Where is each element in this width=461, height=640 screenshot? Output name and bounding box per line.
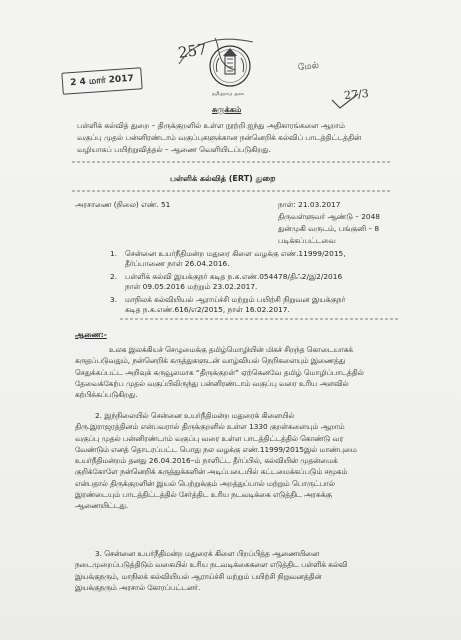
- reference-line: கடித ந.க.எண்.616/எ2/2015, நாள் 16.02.2017.: [125, 305, 290, 314]
- paragraph-line: கருதப்படுவதும், நன்னெறிக் கருத்துகளுடன் வாழ்வியல் நெறிகளையும் இணைத்து: [75, 356, 346, 366]
- reference-line: தீர்ப்பாணை நாள் 26.04.2016.: [125, 259, 230, 268]
- reference-line: மாநிலக் கல்வியியல் ஆராய்ச்சி மற்றும் பயிற்சி நிறுவன இயக்குநர்: [125, 295, 346, 304]
- paragraph-line: உயர்நீதிமன்றம் தனது 26.04.2016–ம் நாளிட்ட தீர்ப்பில், கல்வியின் முதன்மைக்: [75, 456, 338, 466]
- paragraph-line: இரண்டையும் பாடத்திட்டத்தில் சேர்த்திட உரிய நடவடிக்கை எடுத்திட அரசுக்கு: [75, 490, 332, 500]
- handwritten-ref: 27/3: [343, 86, 370, 103]
- reference-line: சென்னை உயர்நீதிமன்ற மதுரை கிளை வழக்கு எண்.11999/2015,: [125, 249, 346, 258]
- handwritten-initials: மேல்: [297, 60, 320, 74]
- handwritten-number: 257: [176, 40, 208, 62]
- paragraph-line: வகுப்பு முதல் பன்னிரண்டாம் வகுப்பு வரை உள்ள பாடத்திட்டத்தில் கொண்டு வர: [75, 433, 344, 443]
- read-label: படிக்கப்பட்டவை: [278, 236, 336, 245]
- reference-number: 1.: [110, 249, 118, 258]
- paragraph-line: திரு.இராஜரத்தினம் என்பவரால் திருக்குறளில் உள்ள 1330 குறள்களையும் ஆறாம்: [75, 422, 345, 432]
- divider: [72, 161, 392, 164]
- divider: [120, 318, 400, 321]
- paragraph-line: 2. இந்நிலையில் சென்னை உயர்நீதிமன்ற மதுரைக் கிளையில்: [95, 411, 295, 420]
- paragraph-line: 3. சென்னை உயர்நீதிமன்ற மதுரைக் கிளை பிறப்பித்த ஆணையினை: [95, 549, 320, 558]
- divider: [72, 190, 392, 193]
- department-title: பள்ளிக் கல்வித் (ERT) துறை: [170, 174, 276, 183]
- paragraph-3: [75, 548, 461, 593]
- government-order-number: அரசாணை (நிலை) எண். 51: [75, 200, 171, 209]
- paragraph-line: ஆணையிட்டது.: [75, 501, 129, 511]
- paragraph-line: இயக்குநரும் அரசால் கோரப்பட்டனர்.: [75, 582, 201, 592]
- paragraph-1: [75, 344, 461, 400]
- tamil-nadu-emblem-icon: [207, 44, 253, 92]
- paragraph-line: வேண்டும் எனத் தொடரப்பட்ட பொது நல வழக்கு எண்.11999/2015இல் மாண்புமை: [75, 444, 357, 454]
- reference-line: பள்ளிக் கல்வி இயக்குநர் கடித ந.க.எண்.054478/திஃ2/இ2/2016: [125, 272, 343, 281]
- order-date: நாள்: 21.03.2017: [278, 200, 341, 209]
- paragraph-line: இயக்குநரும், மாநிலக் கல்வியியல் ஆராய்ச்சி மற்றும் பயிற்சி நிறுவனத்தின்: [75, 571, 322, 581]
- abstract-line: வழியாகப் பயிற்றுவித்தல் – ஆணை வெளியிடப்படுகிறது.: [77, 145, 271, 154]
- paragraph-line: நடைமுறைப்படுத்திடும் வகையில் உரிய நடவடிக்கைகளை எடுத்திட பள்ளிக் கல்வி: [75, 560, 348, 570]
- tamil-month: துன்முகி வருடம், பங்குனி – 8: [278, 224, 380, 233]
- paragraph-line: உலக இலக்கியச் செழுமைக்கு தமிழ்மொழியின் மிகச் சிறந்த கொடையாகக்: [109, 345, 353, 354]
- paragraph-line: கற்பிக்கப்படுகிறது.: [75, 390, 138, 400]
- reference-line: நாள் 09.05.2016 மற்றும் 23.02.2017.: [125, 282, 258, 291]
- order-label: ஆணை:-: [75, 330, 107, 339]
- tamil-year: திருவள்ளுவர் ஆண்டு – 2048: [278, 212, 381, 221]
- abstract-line: பள்ளிக் கல்வித் துறை – திருக்குறளில் உள்ள நூற்றி ஐந்து அதிகாரங்களை ஆறாம்: [77, 121, 345, 130]
- abstract-label: சுருக்கம்: [212, 105, 242, 114]
- emblem-caption: தமிழ்நாடு அரசு: [212, 92, 244, 97]
- received-date-stamp: 2 4 மார் 2017: [61, 67, 142, 95]
- paragraph-2: [75, 410, 461, 512]
- paragraph-line: குறிக்கோளே நன்னெறிக் கருத்துக்களின் அடிப்படையில் கட்டமைக்கப்படும் சமூகம்: [75, 467, 348, 477]
- abstract-line: வகுப்பு முதல் பன்னிரண்டாம் வகுப்புகளுக்கான நன்னெறிக் கல்விப் பாடத்திட்டத்தின்: [77, 133, 362, 142]
- reference-number: 3.: [110, 295, 118, 304]
- paragraph-line: செதுக்கப்பட்ட அறிவுக் கருவூலமாக “திருக்குறள்” ஏற்கெனவே தமிழ் மொழிப்பாடத்தில்: [75, 367, 364, 377]
- handwritten-tick-icon: [330, 92, 360, 110]
- reference-number: 2.: [110, 272, 118, 281]
- paragraph-line: தேவைக்கேற்ப முதல் வகுப்பிலிருந்து பன்னிரண்டாம் வகுப்பு வரை உரிய அளவில்: [75, 378, 349, 388]
- paragraph-line: என்பதால் திருக்குறளின் இயல் பெற்றுக்கும் அறத்துப்பால் மற்றும் பொருட்பால்: [75, 478, 335, 488]
